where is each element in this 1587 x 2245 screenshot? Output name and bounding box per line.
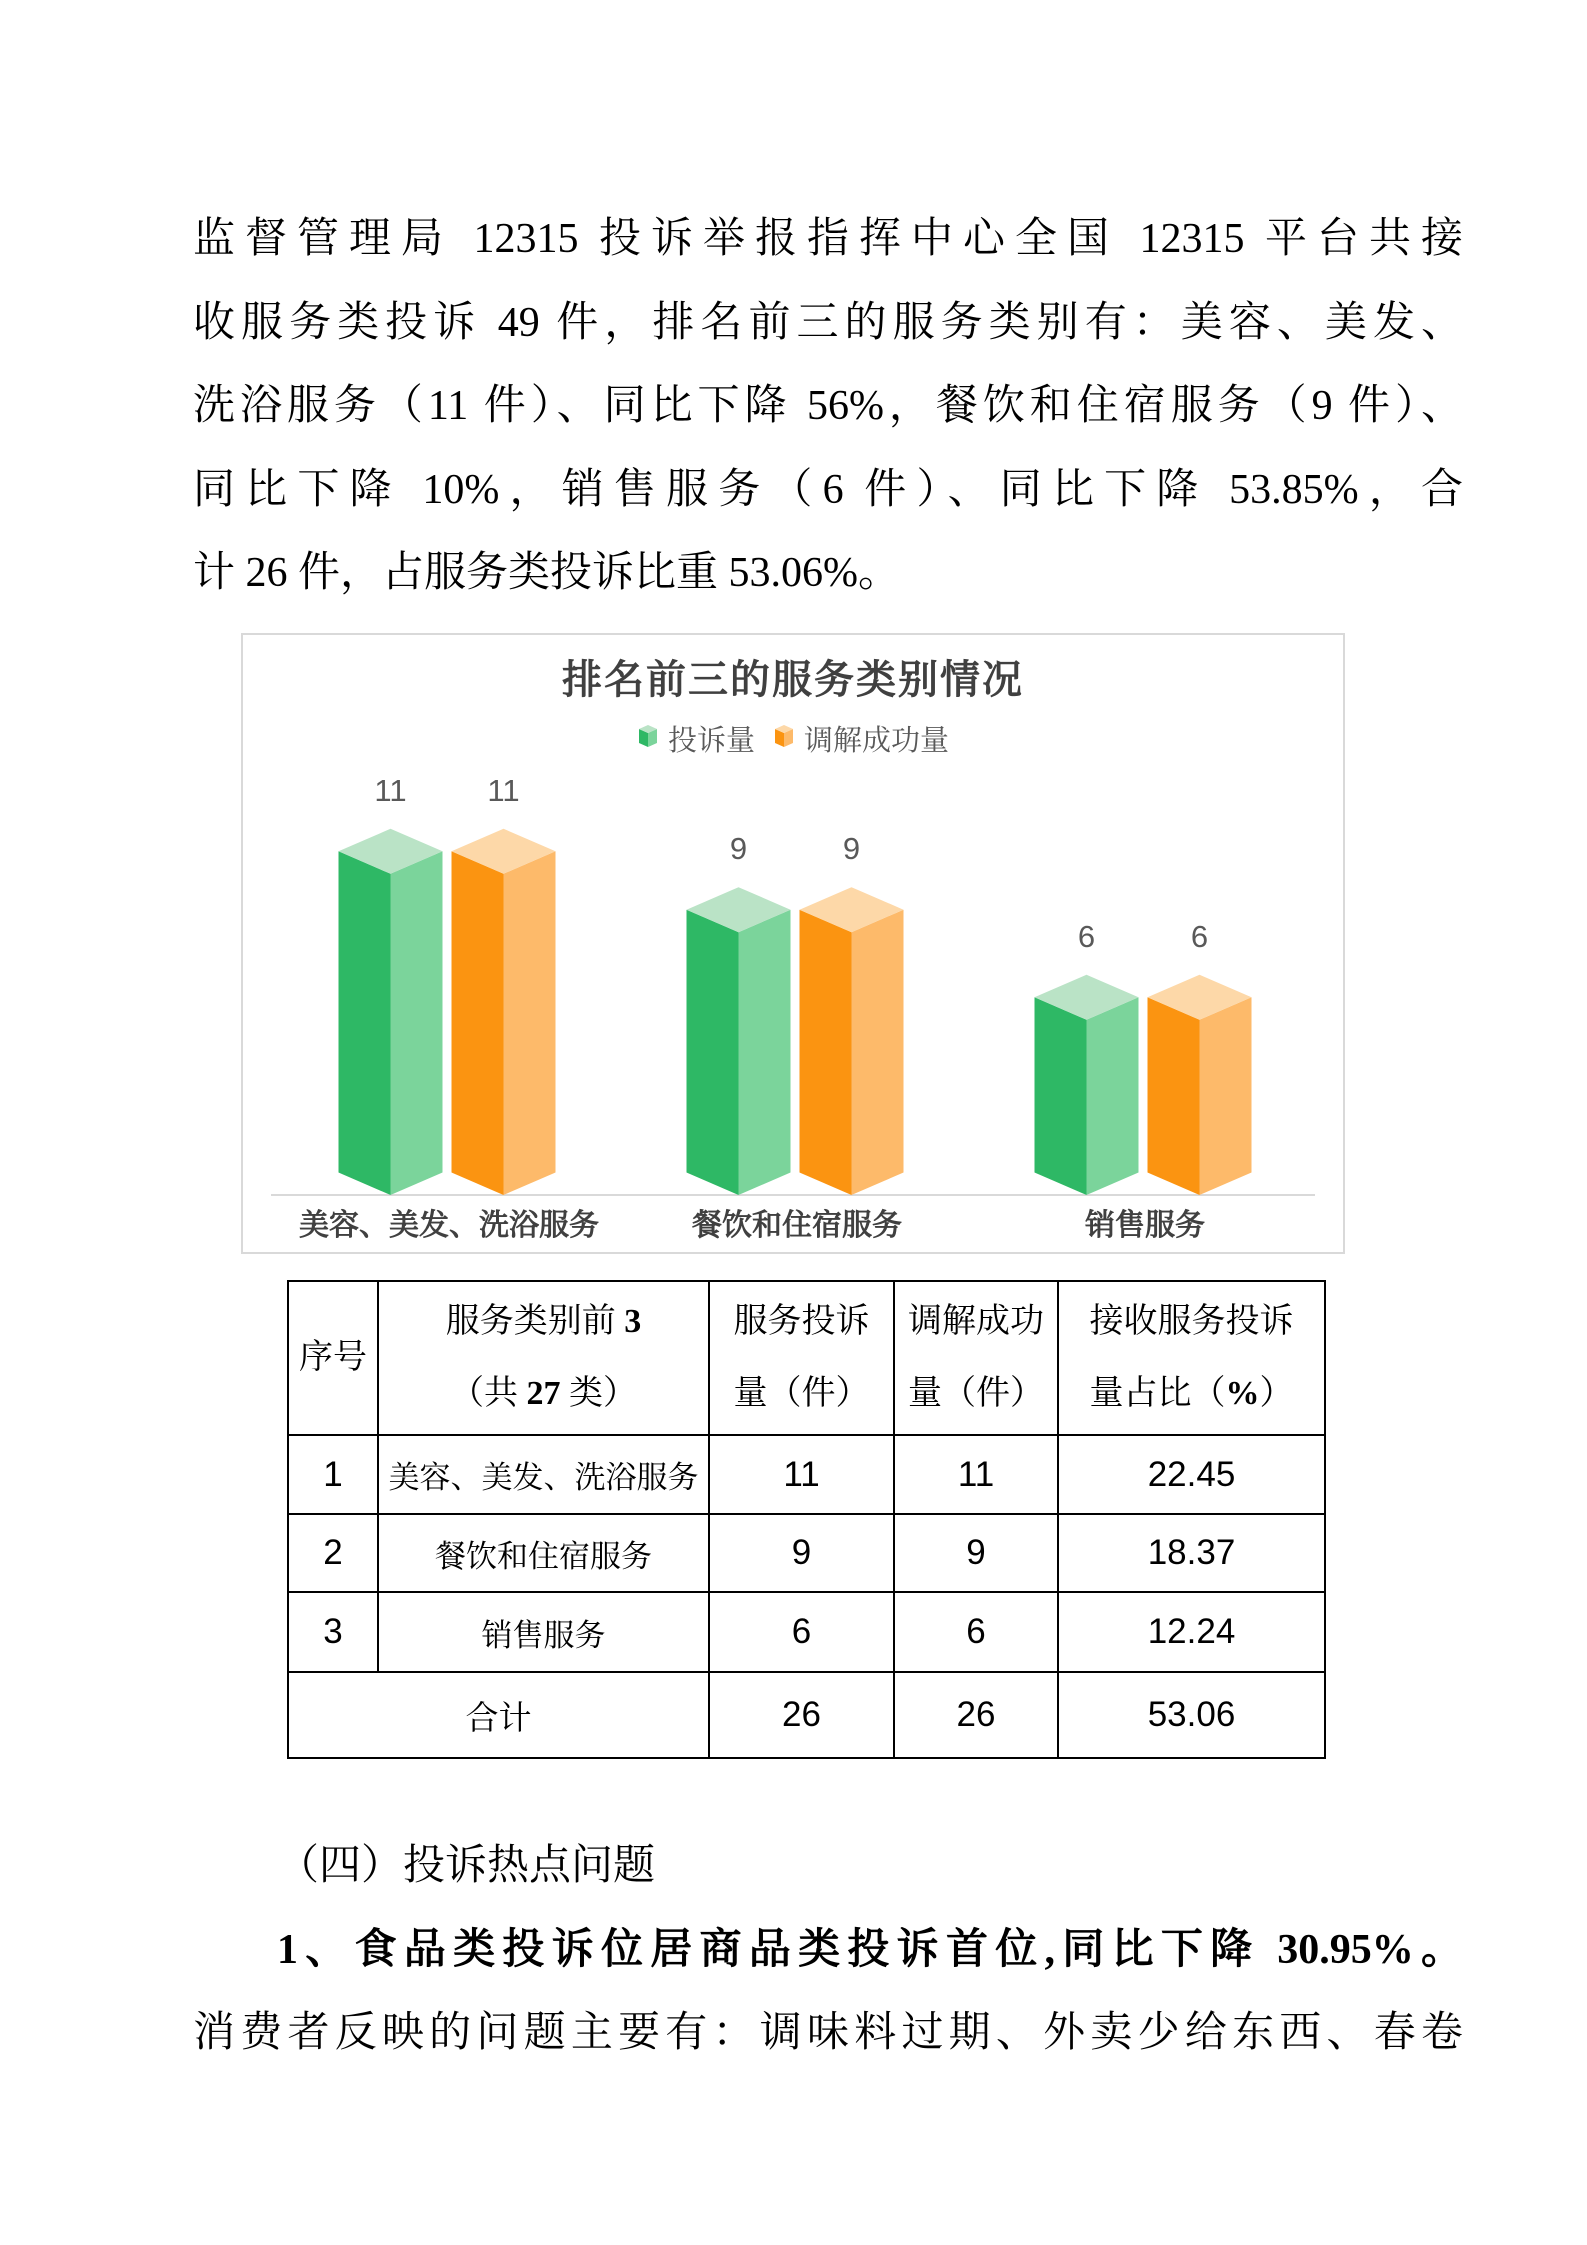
cell-total-mediation: 26: [894, 1672, 1058, 1758]
paragraph-line: 同比下降 10%，销售服务（6 件）、同比下降 53.85%，合: [193, 466, 1463, 513]
table-row: [288, 1514, 1325, 1592]
header-cell-no: 序号: [288, 1281, 378, 1435]
hot-issues-section: [193, 1825, 1463, 2076]
bar-value-label: 9: [729, 831, 748, 867]
table-row: [288, 1435, 1325, 1514]
cell-mediation: 6: [894, 1592, 1058, 1672]
cell-total-complaints: 26: [709, 1672, 894, 1758]
cell-category: 美容、美发、洗浴服务: [378, 1435, 709, 1514]
bar-value-label: 6: [1077, 918, 1096, 954]
paragraph-line: 消费者反映的问题主要有：调味料过期、外卖少给东西、春卷: [193, 2010, 1463, 2056]
table-header-row: [288, 1281, 1325, 1435]
chart-legend: [243, 721, 1343, 755]
cell-category: 餐饮和住宿服务: [378, 1514, 709, 1592]
cell-complaints: 9: [709, 1514, 894, 1592]
header-cell-mediation: 调解成功 量（件）: [894, 1281, 1058, 1435]
legend-item-mediation: [773, 718, 949, 759]
paragraph-line: 收服务类投诉 49 件，排名前三的服务类别有：美容、美发、: [193, 299, 1463, 346]
bar-chart-panel: [241, 633, 1345, 1254]
table-total-row: [288, 1672, 1325, 1758]
legend-label: 投诉量: [667, 724, 755, 757]
cell-no: 2: [288, 1514, 378, 1592]
paragraph-line: 洗浴服务（11 件）、同比下降 56%，餐饮和住宿服务（9 件）、: [193, 383, 1463, 429]
legend-label: 调解成功量: [804, 724, 950, 757]
cell-total-share: 53.06: [1058, 1672, 1325, 1758]
cell-complaints: 11: [709, 1435, 894, 1514]
cell-mediation: 9: [894, 1514, 1058, 1592]
cell-category: 销售服务: [378, 1592, 709, 1672]
section-heading: （四）投诉热点问题: [277, 1843, 656, 1889]
category-label: 销售服务: [1085, 1209, 1205, 1242]
cell-no: 3: [288, 1592, 378, 1672]
cell-share: 22.45: [1058, 1435, 1325, 1514]
cell-mediation: 11: [894, 1435, 1058, 1514]
service-complaints-table: [287, 1280, 1326, 1759]
category-label: 餐饮和住宿服务: [692, 1209, 902, 1242]
green-cube-icon: [637, 721, 659, 755]
cell-share: 12.24: [1058, 1592, 1325, 1672]
header-cell-share: 接收服务投诉 量占比（%）: [1058, 1281, 1325, 1435]
orange-cube-icon: [773, 721, 795, 755]
bar-value-label: 6: [1190, 918, 1209, 954]
legend-item-complaints: [637, 718, 755, 759]
cell-no: 1: [288, 1435, 378, 1514]
intro-paragraph: [193, 198, 1463, 616]
cell-total-label: 合计: [288, 1672, 709, 1758]
header-cell-complaints: 服务投诉 量（件）: [709, 1281, 894, 1435]
table-row: [288, 1592, 1325, 1672]
bar-value-label: 11: [374, 772, 407, 808]
paragraph-line: 监督管理局 12315 投诉举报指挥中心全国 12315 平台共接: [193, 216, 1463, 262]
paragraph-line-bold: 1、食品类投诉位居商品类投诉首位,同比下降 30.95%。: [277, 1926, 1463, 1973]
category-label: 美容、美发、洗浴服务: [299, 1209, 599, 1242]
cell-complaints: 6: [709, 1592, 894, 1672]
header-cell-category: 服务类别前 3 （共 27 类）: [378, 1281, 709, 1435]
paragraph-line: 计 26 件，占服务类投诉比重 53.06%。: [193, 550, 900, 596]
bar-value-label: 9: [842, 831, 861, 867]
bar-value-label: 11: [487, 772, 520, 808]
chart-title: 排名前三的服务类别情况: [562, 658, 1024, 702]
cell-share: 18.37: [1058, 1514, 1325, 1592]
